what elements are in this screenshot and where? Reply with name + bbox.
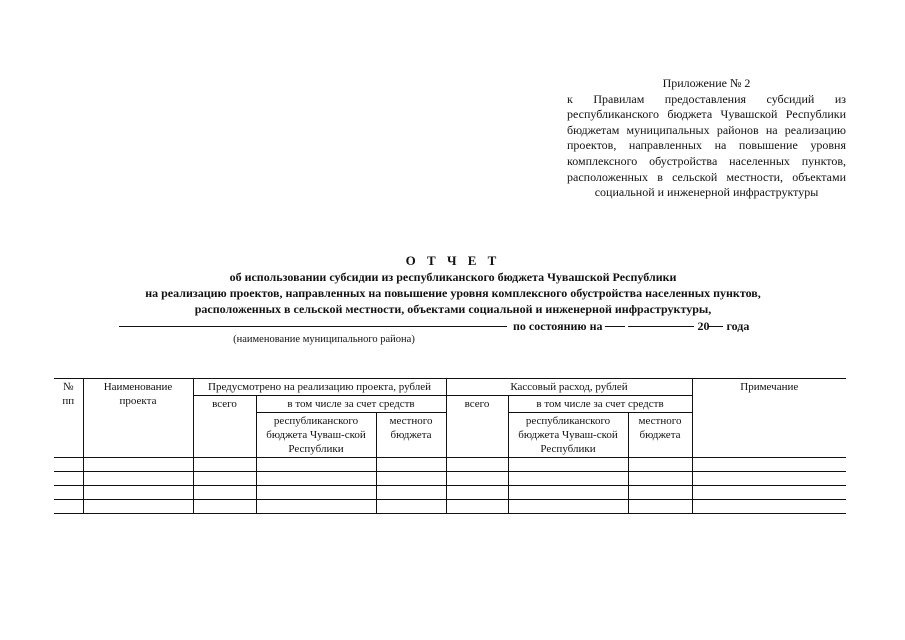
header-cash-expense: Кассовый расход, рублей [446,379,692,396]
header-planned-including: в том числе за счет средств [256,396,446,413]
header-cash-total: всего [446,396,508,458]
municipality-caption: (наименование муниципального района) [233,334,415,345]
appendix-title: Приложение № 2 [662,76,751,90]
header-cash-republic: республиканского бюджета Чуваш-ской Республики [508,413,628,458]
year-suffix: года [726,319,750,333]
header-planned-total: всего [193,396,256,458]
report-subtitle-line-2: на реализацию проектов, направленных на повышение уровня комплексного обустройства населенных пунктов, [145,286,761,300]
month-blank [628,326,694,327]
report-heading: О Т Ч Е Т [405,253,501,268]
year-prefix: 20 [697,319,710,333]
table-row [54,472,846,486]
report-subtitle-line-1: об использовании субсидии из республиканского бюджета Чувашской Республики [229,270,677,284]
appendix-block [567,76,846,201]
report-table [54,378,846,514]
report-subtitle-line-3: расположенных в сельской местности, объектами социальной и инженерной инфраструктуры, [194,302,712,316]
header-cash-local: местного бюджета [628,413,692,458]
header-planned-local: местного бюджета [376,413,446,458]
header-planned: Предусмотрено на реализацию проекта, рублей [193,379,446,396]
appendix-text: к Правилам предоставления субсидий из республиканского бюджета Чувашской Республики бюджетам муниципальных районов на реализацию проектов, направленных на повышение уровня комплексного обустройства населенных пунктов, расположенных в сельской местности, объектами социальной и инженерной инфраструктуры [567,91,846,200]
day-blank [605,326,625,327]
table-row [54,458,846,472]
header-cash-including: в том числе за счет средств [508,396,692,413]
table-row [54,486,846,500]
header-planned-republic: республиканского бюджета Чуваш-ской Республики [256,413,376,458]
header-note: Примечание [692,379,846,458]
status-prefix: по состоянию на [513,319,603,333]
header-project-name: Наименование проекта [83,379,193,458]
table-row [54,500,846,514]
municipality-date-line [119,319,781,334]
year-blank [709,326,723,327]
header-no: № пп [54,379,83,458]
municipality-blank [119,326,507,327]
report-header [40,253,866,317]
